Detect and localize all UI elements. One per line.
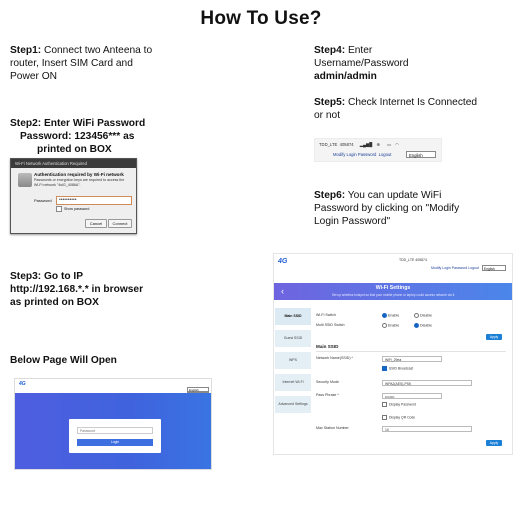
security-mode-select[interactable]: WPA2(AES)-PSK	[382, 380, 472, 386]
banner-title: Wi-Fi Settings	[375, 285, 411, 291]
pass-phrase-label: Pass Phrase *	[316, 393, 339, 397]
connect-button[interactable]: Connect	[108, 219, 132, 228]
step3-line2: http://192.168.*.* in browser	[10, 284, 144, 296]
checkbox-label: SSID Broadcast	[389, 366, 414, 371]
radio-label: Disable	[420, 323, 432, 328]
router-logo: 4G	[19, 381, 26, 387]
radio-label: Enable	[388, 323, 400, 328]
language-select[interactable]: English	[482, 265, 506, 271]
display-qr-checkbox[interactable]	[382, 415, 415, 420]
logout-link[interactable]: Logout	[468, 266, 479, 270]
sidebar-item-wps[interactable]: WPS	[275, 352, 311, 369]
page-title: How To Use?	[200, 8, 322, 29]
multi-ssid-label: Multi SSID Switch	[316, 323, 345, 327]
cancel-button[interactable]: Cancel	[85, 219, 107, 228]
network-code: 405874	[339, 142, 354, 147]
network-type: TDD_LTE	[319, 142, 338, 147]
wifi-sidebar	[275, 308, 311, 418]
multi-disable-radio[interactable]	[414, 323, 432, 328]
login-background	[15, 393, 211, 469]
radio-icon	[382, 323, 387, 328]
display-password-checkbox[interactable]	[382, 402, 416, 407]
step3-line1: Step3: Go to IP	[10, 271, 84, 282]
login-button[interactable]: Login	[77, 439, 153, 446]
banner-subtitle: Set up wireless hotspot so that your mobile phone or laptop could access network via it	[331, 293, 455, 297]
step3-line3: as printed on BOX	[10, 297, 99, 309]
step5-head: Step5:	[314, 97, 346, 108]
wifi-auth-dialog	[10, 158, 137, 234]
dialog-titlebar: Wi-Fi Network Authentication Required	[11, 159, 136, 168]
step4-text1: Enter	[345, 45, 373, 56]
step2-line2: Password: 123456*** as	[20, 131, 135, 143]
password-field[interactable]: ••••••••••	[56, 196, 132, 205]
logout-link[interactable]: Logout	[378, 152, 392, 157]
key-icon	[18, 173, 32, 187]
checkbox-icon	[382, 402, 387, 407]
apply-button[interactable]: Apply	[486, 440, 502, 446]
checkbox-icon	[56, 206, 62, 212]
step2-line3: printed on BOX	[37, 144, 112, 156]
wifi-settings-screenshot	[273, 253, 513, 455]
battery-icon: ▭	[387, 142, 391, 147]
language-select[interactable]: English	[406, 151, 436, 158]
max-station-label: Max Station Number	[316, 426, 349, 430]
checkbox-label: Display Password	[389, 402, 416, 407]
wifi-banner	[274, 283, 512, 300]
login-card	[69, 419, 161, 453]
max-station-select[interactable]: 10	[382, 426, 472, 432]
login-page-screenshot	[14, 378, 212, 470]
step5	[314, 96, 484, 122]
modify-login-link[interactable]: Modify Login Password	[431, 266, 468, 270]
globe-icon: ⊕	[376, 142, 380, 147]
sidebar-item-guest-ssid[interactable]: Guest SSID	[275, 330, 311, 347]
step1-head: Step1:	[10, 45, 42, 56]
multi-enable-radio[interactable]	[382, 323, 399, 328]
main-ssid-heading: Main SSID	[316, 344, 339, 349]
strip-links	[333, 152, 391, 157]
wifi-enable-radio[interactable]	[382, 313, 399, 318]
network-status	[319, 142, 399, 147]
show-password-label: Show password	[64, 206, 90, 211]
step3	[10, 270, 180, 310]
step6	[314, 189, 484, 229]
sidebar-item-internet-wifi[interactable]: Internet Wi-Fi	[275, 374, 311, 391]
signal-icon: ▂▄▆█	[359, 142, 373, 147]
network-name-label: Network Name(SSID) *	[316, 356, 353, 360]
below-page-note: Below Page Will Open	[10, 355, 117, 366]
step4-head: Step4:	[314, 45, 346, 56]
wifi-icon: ◠	[395, 142, 399, 147]
wifi-switch-label: Wi-Fi Switch	[316, 313, 336, 317]
step1	[10, 44, 160, 84]
network-status: TDD_LTE 405874	[399, 258, 427, 262]
radio-label: Enable	[388, 313, 400, 318]
step1-text: Connect two Anteena to router, Insert SIM Card and Power ON	[10, 45, 153, 83]
step5-text: Check Internet Is Connected or not	[314, 97, 478, 122]
step2-line1: Step2: Enter WiFi Password	[10, 118, 146, 129]
pass-phrase-input[interactable]: ••••••••	[382, 393, 442, 399]
login-password-input[interactable]: Password	[77, 427, 153, 434]
radio-label: Disable	[420, 313, 432, 318]
ssid-broadcast-checkbox[interactable]	[382, 366, 413, 371]
radio-icon	[382, 313, 387, 318]
header-links	[431, 266, 479, 270]
checkbox-icon	[382, 366, 387, 371]
wifi-disable-radio[interactable]	[414, 313, 432, 318]
wifi-header	[274, 254, 512, 276]
step4-text2: Username/Password	[314, 58, 409, 70]
back-arrow-icon[interactable]: ‹	[281, 286, 284, 296]
step6-head: Step6:	[314, 190, 346, 201]
dialog-message: Passwords or encryption keys are required to access the Wi-Fi network "4sIG_4086A".	[34, 178, 125, 187]
apply-button[interactable]: Apply	[486, 334, 502, 340]
step4-creds: admin/admin	[314, 71, 377, 83]
step6-text: You can update WiFi Password by clicking on "Modify Login Password"	[314, 190, 460, 228]
network-name-input[interactable]: WiFi_29ea	[382, 356, 442, 362]
checkbox-label: Display QR Code	[389, 415, 416, 420]
sidebar-item-main-ssid[interactable]: Main SSID	[275, 308, 311, 325]
status-strip	[314, 138, 442, 162]
router-logo: 4G	[278, 258, 288, 265]
step4	[314, 44, 494, 84]
divider	[316, 351, 506, 352]
checkbox-icon	[382, 415, 387, 420]
step2	[10, 117, 170, 157]
modify-login-link[interactable]: Modify Login Password	[333, 152, 377, 157]
show-password-checkbox[interactable]	[56, 206, 89, 212]
dialog-heading: Authentication required by Wi-Fi network	[34, 172, 124, 177]
radio-icon	[414, 323, 419, 328]
security-mode-label: Security Mode	[316, 380, 339, 384]
language-select[interactable]: English	[187, 387, 209, 392]
radio-icon	[414, 313, 419, 318]
password-label: Password	[34, 198, 52, 203]
sidebar-item-advanced[interactable]: Advanced Settings	[275, 396, 311, 413]
